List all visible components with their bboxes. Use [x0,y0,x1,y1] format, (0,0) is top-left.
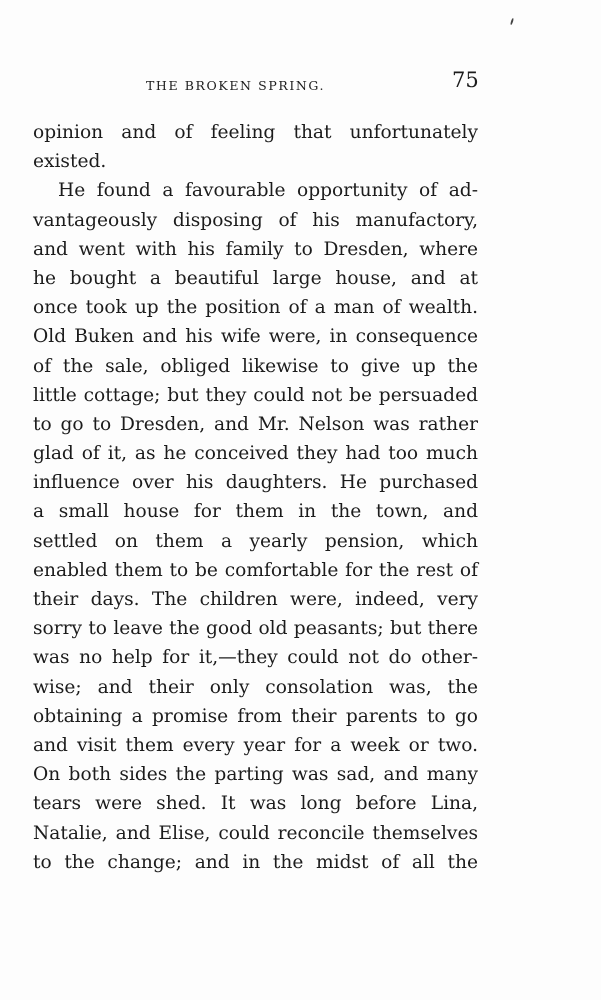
text-line: was no help for it,—they could not do other- [33,647,478,669]
text-line: he bought a beautiful large house, and at [33,267,478,289]
text-line: and went with his family to Dresden, where [33,238,478,260]
text-line: sorry to leave the good old peasants; but there [33,618,478,640]
text-line: to go to Dresden, and Mr. Nelson was rather [33,413,478,435]
paper-speck [510,18,514,25]
text-line: of the sale, obliged likewise to give up the [33,355,478,377]
body-text [33,118,478,877]
text-line: existed. [33,151,107,173]
text-line: Old Buken and his wife were, in consequence [33,326,478,348]
text-line: tears were shed. It was long before Lina, [33,793,478,815]
text-line: enabled them to be comfortable for the rest of [33,559,478,581]
text-line: little cottage; but they could not be persuaded [33,384,478,406]
text-line: opinion and of feeling that unfortunately [33,122,478,143]
text-line: influence over his daughters. He purchased [33,472,478,494]
text-line: glad of it, as he conceived they had too much [33,443,478,465]
text-line: to the change; and in the midst of all the [33,851,478,873]
text-line: wise; and their only consolation was, the [33,676,478,698]
text-line: Natalie, and Elise, could reconcile themselves [33,822,478,844]
text-line: obtaining a promise from their parents to go [33,705,478,727]
page-number: 75 [452,68,479,92]
running-title: THE BROKEN SPRING. [146,78,326,93]
text-line: their days. The children were, indeed, very [33,589,478,610]
text-line: once took up the position of a man of wealth. [33,297,478,319]
text-line: settled on them a yearly pension, which [33,530,478,552]
text-line: a small house for them in the town, and [33,501,478,523]
text-line: On both sides the parting was sad, and many [33,764,478,786]
text-line: and visit them every year for a week or two. [33,734,478,756]
text-line: He found a favourable opportunity of ad- [58,180,478,202]
text-line: vantageously disposing of his manufactory, [33,209,478,231]
